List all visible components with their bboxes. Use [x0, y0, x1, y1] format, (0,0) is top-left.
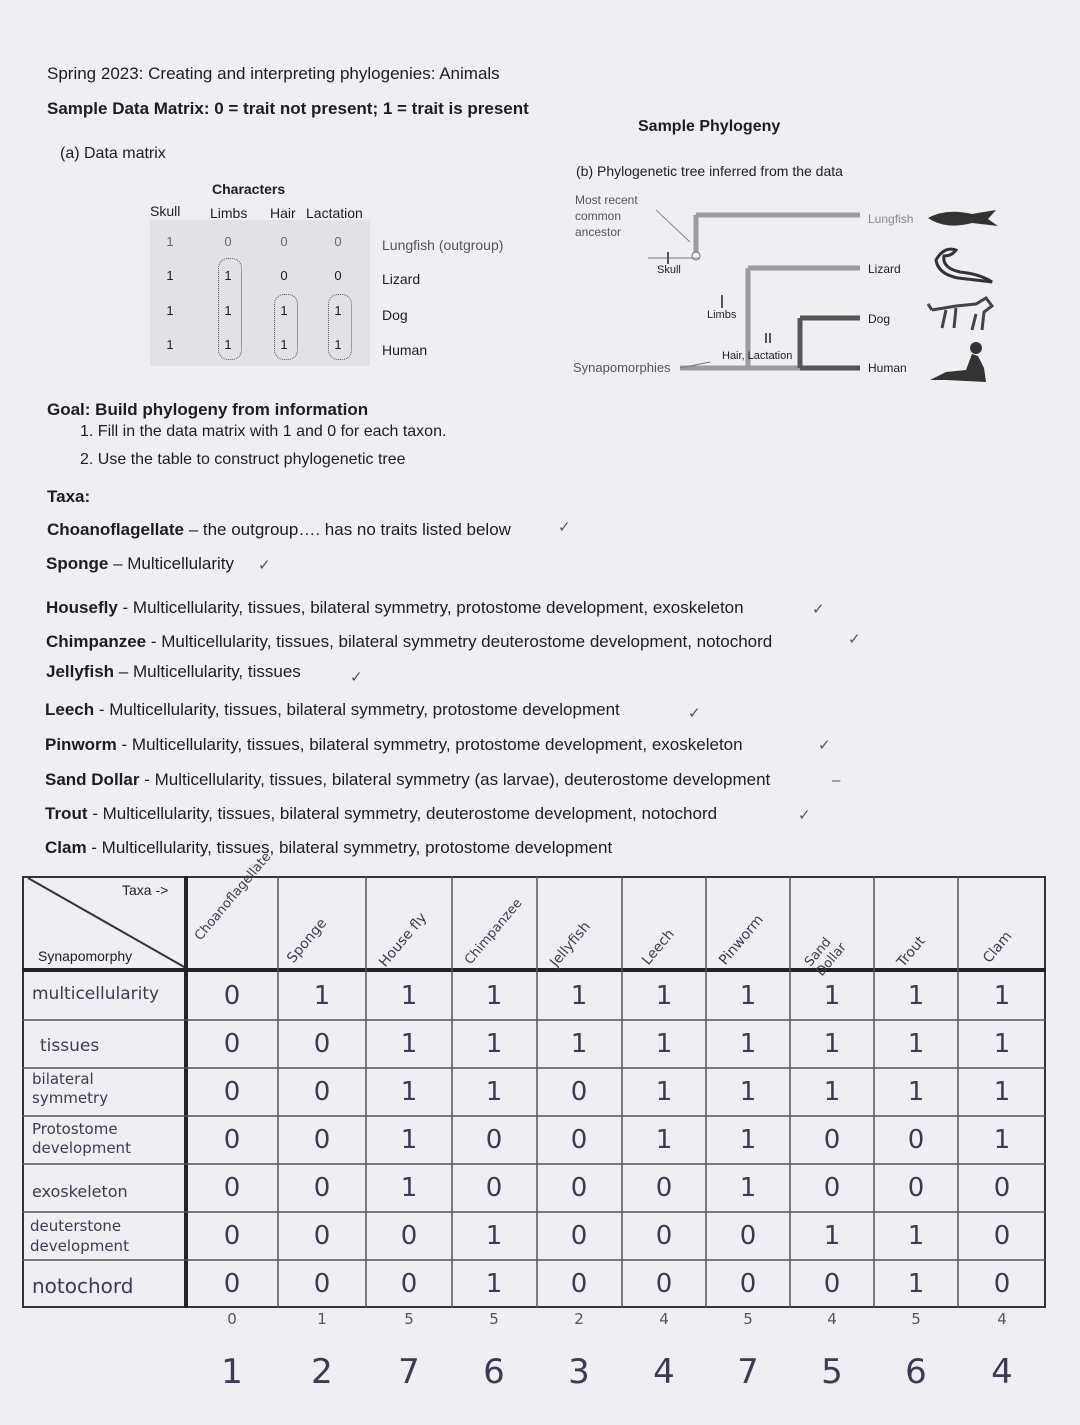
table-cell: 1: [400, 1029, 418, 1059]
table-cell: 1: [485, 1077, 503, 1107]
table-cell: 1: [993, 1077, 1011, 1107]
table-cell: 1: [570, 981, 588, 1011]
table-cell: 0: [223, 1029, 241, 1059]
column-rank: 6: [483, 1352, 505, 1392]
check-mark-icon: ✓: [258, 557, 271, 574]
taxon-column-header: Leech: [639, 926, 678, 969]
trait-skull: Skull: [657, 264, 681, 276]
matrix-taxon-label: Human: [382, 342, 428, 358]
table-cell: 1: [993, 1029, 1011, 1059]
table-cell: 1: [400, 1125, 418, 1155]
table-cell: 0: [570, 1125, 588, 1155]
taxon-name: Sponge: [46, 554, 109, 573]
table-cell: 0: [823, 1173, 841, 1203]
taxon-column-header: Pinworm: [716, 911, 767, 969]
column-ranks: [22, 1352, 1046, 1412]
table-cell: 0: [823, 1269, 841, 1299]
table-cell: 0: [907, 1125, 925, 1155]
check-mark-icon: ✓: [558, 519, 571, 536]
synapomorphy-row-label: Protostome development: [32, 1120, 131, 1157]
matrix-cell: 1: [334, 303, 342, 318]
data-matrix: [150, 180, 372, 368]
synapomorphy-row-label: deuterstone development: [30, 1217, 129, 1255]
table-cell: 1: [400, 1173, 418, 1203]
human-icon: [926, 340, 996, 384]
table-cell: 0: [313, 1029, 331, 1059]
lizard-icon: [930, 244, 996, 286]
taxon-traits: - Multicellularity, tissues, bilateral symmetry, protostome development: [94, 700, 620, 719]
matrix-cell: 1: [224, 268, 232, 283]
table-cell: 0: [993, 1173, 1011, 1203]
page-title: Spring 2023: Creating and interpreting phylogenies: Animals: [47, 64, 500, 83]
column-sum: 2: [574, 1310, 584, 1328]
matrix-cell: 0: [280, 234, 288, 249]
lungfish-icon: [926, 206, 1000, 232]
taxon-description: [46, 662, 301, 682]
column-rank: 5: [821, 1352, 843, 1392]
table-cell: 0: [223, 1221, 241, 1251]
matrix-cell: 1: [166, 268, 174, 283]
dog-icon: [926, 296, 996, 334]
table-cell: 0: [223, 1077, 241, 1107]
table-cell: 0: [400, 1269, 418, 1299]
table-cell: 1: [823, 1077, 841, 1107]
col-header-limbs: Limbs: [210, 205, 248, 221]
taxon-traits: - Multicellularity, tissues, bilateral symmetry, protostome development: [86, 838, 613, 857]
column-sum: 4: [997, 1310, 1007, 1328]
taxon-traits: – Multicellularity, tissues: [114, 662, 301, 681]
tree-taxon-label: Lizard: [868, 262, 901, 276]
column-rank: 1: [221, 1352, 243, 1392]
trait-limbs: Limbs: [707, 309, 737, 321]
taxon-name: Jellyfish: [46, 662, 115, 681]
check-mark-icon: ✓: [818, 737, 831, 754]
synapomorphy-row-label: notochord: [32, 1274, 134, 1298]
taxon-description: [46, 632, 772, 652]
matrix-taxon-label: Lungfish (outgroup): [382, 237, 504, 253]
table-cell: 0: [739, 1221, 757, 1251]
taxon-traits: - Multicellularity, tissues, bilateral symmetry, deuterostome development, notochord: [87, 804, 718, 823]
synapomorphy-table: [22, 849, 1046, 1308]
check-mark-icon: ✓: [798, 807, 811, 824]
table-cell: 1: [655, 981, 673, 1011]
taxon-name: Leech: [45, 700, 95, 719]
table-cell: 1: [655, 1029, 673, 1059]
table-cell: 1: [485, 1029, 503, 1059]
taxon-name: Sand Dollar: [45, 770, 140, 789]
table-cell: 0: [223, 1173, 241, 1203]
matrix-cell: 1: [166, 337, 174, 352]
data-matrix-label: (a) Data matrix: [60, 145, 166, 162]
table-cell: 0: [570, 1173, 588, 1203]
check-mark-icon: ✓: [848, 631, 861, 648]
table-cell: 1: [313, 981, 331, 1011]
taxon-description: [46, 554, 234, 574]
matrix-cell: 1: [166, 303, 174, 318]
matrix-cell: 1: [224, 337, 232, 352]
taxa-heading: Taxa:: [47, 487, 91, 506]
matrix-taxon-label: Lizard: [382, 271, 421, 287]
col-header-lactation: Lactation: [306, 205, 363, 221]
check-mark-icon: ✓: [688, 705, 701, 722]
tree-taxon-label: Human: [868, 361, 907, 375]
goal-step: 2. Use the table to construct phylogenetic tree: [80, 451, 406, 468]
taxon-traits: – the outgroup…. has no traits listed below: [183, 520, 511, 539]
table-cell: 1: [907, 1221, 925, 1251]
taxon-description: [45, 700, 620, 720]
tree-taxon-label: Dog: [868, 312, 891, 326]
column-sum: 0: [227, 1310, 237, 1328]
taxon-name: Trout: [45, 804, 88, 823]
column-sum: 4: [827, 1310, 837, 1328]
matrix-cell: 0: [280, 268, 288, 283]
table-cell: 1: [993, 981, 1011, 1011]
taxon-name: Choanoflagellate: [47, 520, 184, 539]
table-cell: 1: [570, 1029, 588, 1059]
table-cell: 1: [739, 1077, 757, 1107]
column-sum: 5: [489, 1310, 499, 1328]
column-rank: 4: [653, 1352, 675, 1392]
synapomorphy-row-label: tissues: [40, 1036, 100, 1056]
table-cell: 0: [655, 1269, 673, 1299]
column-rank: 2: [311, 1352, 333, 1392]
table-cell: 0: [655, 1173, 673, 1203]
trait-hair-lactation: Hair, Lactation: [722, 350, 793, 362]
table-cell: 0: [313, 1125, 331, 1155]
table-cell: 0: [313, 1269, 331, 1299]
taxa-header: Taxa ->: [122, 882, 169, 898]
ancestor-label-line: common: [575, 209, 622, 223]
taxon-column-header: Chimpanzee: [462, 896, 526, 968]
taxon-description: [46, 598, 744, 618]
column-rank: 6: [905, 1352, 927, 1392]
table-cell: 0: [993, 1269, 1011, 1299]
table-cell: 0: [223, 981, 241, 1011]
matrix-cell: 0: [224, 234, 232, 249]
matrix-cell: 1: [280, 337, 288, 352]
check-mark-icon: ✓: [350, 669, 363, 686]
taxon-name: Pinworm: [45, 735, 117, 754]
taxon-traits: - Multicellularity, tissues, bilateral symmetry, protostome development, exoskeleton: [117, 598, 744, 617]
synapomorphy-header: Synapomorphy: [38, 948, 133, 964]
synapomorphy-row-label: multicellularity: [32, 984, 160, 1004]
ancestor-label-line: Most recent: [575, 193, 638, 207]
goal-step: 1. Fill in the data matrix with 1 and 0 for each taxon.: [80, 423, 447, 440]
check-mark-icon: –: [832, 772, 841, 789]
column-sum: 5: [404, 1310, 414, 1328]
table-cell: 1: [823, 1029, 841, 1059]
table-cell: 1: [823, 1221, 841, 1251]
table-cell: 0: [313, 1221, 331, 1251]
tree-taxon-label: Lungfish: [868, 212, 914, 226]
column-rank: 3: [568, 1352, 590, 1392]
taxon-column-header: House fly: [376, 909, 431, 971]
table-cell: 0: [313, 1077, 331, 1107]
column-sum: 4: [659, 1310, 669, 1328]
table-cell: 0: [907, 1173, 925, 1203]
table-cell: 0: [739, 1269, 757, 1299]
synapomorphy-row-label: bilateral symmetry: [32, 1070, 109, 1107]
taxon-name: Housefly: [46, 598, 118, 617]
column-rank: 7: [398, 1352, 420, 1392]
table-cell: 1: [823, 981, 841, 1011]
taxon-name: Clam: [45, 838, 87, 857]
table-cell: 1: [907, 1077, 925, 1107]
taxon-column-header: Trout: [894, 933, 929, 971]
table-cell: 0: [993, 1221, 1011, 1251]
col-header-skull: Skull: [150, 203, 181, 219]
table-cell: 0: [823, 1125, 841, 1155]
goal-title: Goal: Build phylogeny from information: [47, 400, 369, 419]
column-sum: 5: [743, 1310, 753, 1328]
ancestor-label-line: ancestor: [575, 225, 622, 239]
table-cells: [22, 876, 1046, 1308]
matrix-cell: 0: [334, 268, 342, 283]
table-cell: 1: [400, 1077, 418, 1107]
column-sums: [22, 1310, 1046, 1350]
matrix-cell: 1: [224, 303, 232, 318]
table-cell: 0: [223, 1269, 241, 1299]
table-cell: 0: [313, 1173, 331, 1203]
table-cell: 0: [570, 1221, 588, 1251]
taxon-traits: - Multicellularity, tissues, bilateral symmetry, protostome development, exoskeleton: [116, 735, 743, 754]
taxon-traits: - Multicellularity, tissues, bilateral symmetry (as larvae), deuterostome development: [139, 770, 771, 789]
taxon-name: Chimpanzee: [46, 632, 147, 651]
taxon-description: [45, 770, 770, 790]
matrix-taxon-label: Dog: [382, 307, 408, 323]
table-cell: 1: [485, 1269, 503, 1299]
table-cell: 0: [570, 1077, 588, 1107]
table-cell: 1: [739, 1029, 757, 1059]
page-subtitle: Sample Data Matrix: 0 = trait not present; 1 = trait is present: [47, 99, 529, 118]
taxon-column-header: Choanoflagellate: [192, 849, 275, 944]
table-cell: 1: [993, 1125, 1011, 1155]
table-cell: 1: [739, 1125, 757, 1155]
taxon-description: [45, 735, 743, 755]
taxon-traits: – Multicellularity: [108, 554, 234, 573]
sample-phylogeny-label: Sample Phylogeny: [638, 118, 781, 135]
taxon-description: [47, 520, 511, 540]
taxon-description: [45, 804, 717, 824]
table-cell: 1: [739, 981, 757, 1011]
taxon-column-header: Sponge: [284, 915, 331, 967]
table-cell: 1: [655, 1077, 673, 1107]
table-cell: 0: [655, 1221, 673, 1251]
characters-label: Characters: [212, 181, 286, 197]
table-cell: 1: [485, 1221, 503, 1251]
column-rank: 7: [737, 1352, 759, 1392]
column-sum: 1: [317, 1310, 327, 1328]
synapomorphies-label: Synapomorphies: [573, 360, 671, 375]
table-cell: 1: [655, 1125, 673, 1155]
table-cell: 0: [570, 1269, 588, 1299]
table-cell: 0: [485, 1125, 503, 1155]
check-mark-icon: ✓: [812, 601, 825, 618]
taxon-traits: - Multicellularity, tissues, bilateral symmetry deuterostome development, notochord: [146, 632, 773, 651]
synapomorphy-row-label: exoskeleton: [32, 1182, 128, 1201]
table-cell: 1: [907, 981, 925, 1011]
table-cell: 1: [907, 1029, 925, 1059]
table-cell: 1: [485, 981, 503, 1011]
taxon-description: [45, 838, 612, 858]
table-cell: 1: [739, 1173, 757, 1203]
matrix-cell: 0: [334, 234, 342, 249]
matrix-cell: 1: [280, 303, 288, 318]
tree-title: (b) Phylogenetic tree inferred from the data: [576, 163, 843, 179]
column-rank: 4: [991, 1352, 1013, 1392]
taxon-column-header: Jellyfish: [547, 918, 594, 971]
matrix-cell: 1: [166, 234, 174, 249]
matrix-cell: 1: [334, 337, 342, 352]
column-sum: 5: [911, 1310, 921, 1328]
taxon-column-header: Sand Dollar: [802, 934, 850, 980]
table-cell: 0: [223, 1125, 241, 1155]
table-cell: 0: [400, 1221, 418, 1251]
table-cell: 1: [400, 981, 418, 1011]
table-cell: 0: [485, 1173, 503, 1203]
table-cell: 1: [907, 1269, 925, 1299]
taxon-column-header: Clam: [980, 928, 1016, 967]
col-header-hair: Hair: [270, 205, 296, 221]
